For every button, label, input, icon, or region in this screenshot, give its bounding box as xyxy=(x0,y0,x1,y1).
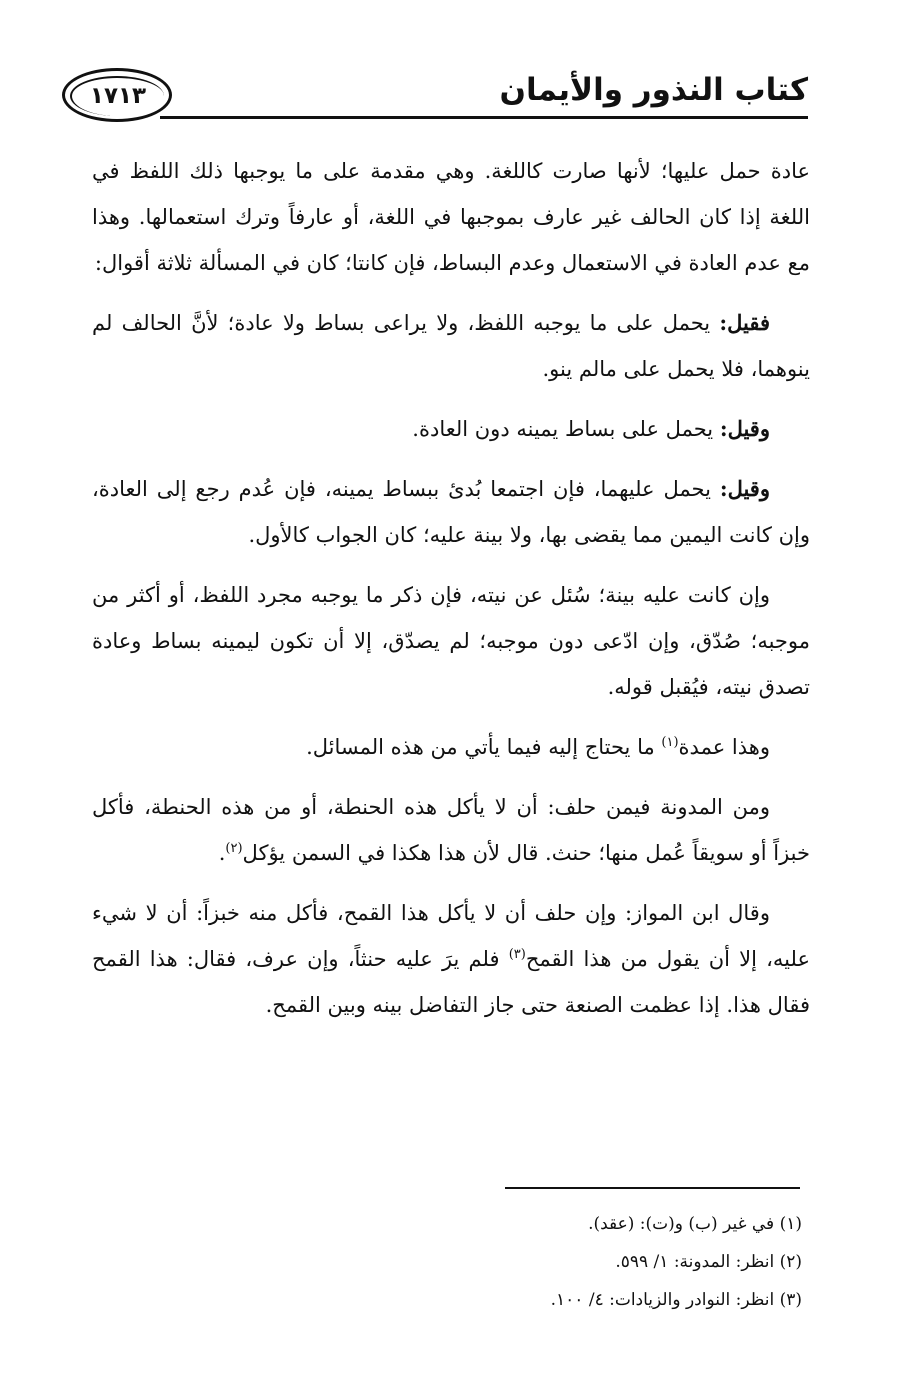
paragraph-text: يحمل عليهما، فإن اجتمعا بُدئ ببساط يمينه، فإن عُدم رجع إلى العادة، وإن كانت اليمين مما يقضى بها، ولا بينة عليه؛ كان الجواب كالأول. xyxy=(92,477,810,547)
paragraph-text: يحمل على بساط يمينه دون العادة. xyxy=(412,417,720,441)
page-number-badge xyxy=(62,68,172,122)
paragraph-text: عادة حمل عليها؛ لأنها صارت كاللغة. وهي مقدمة على ما يوجبها ذلك اللفظ في اللغة إذا كان الحالف غير عارف بموجبها في اللغة، أو عارفاً وترك استعمالها. وهذا مع عدم العادة في الاستعمال وعدم البساط، فإن كانتا؛ كان في المسألة ثلاثة أقوال: xyxy=(92,159,810,275)
paragraph-3 xyxy=(92,406,810,452)
paragraph-7 xyxy=(92,784,810,876)
footnote-2: (٢) انظر: المدونة: ١/ ٥٩٩. xyxy=(615,1252,802,1272)
paragraph-text: وقال ابن المواز: وإن حلف أن لا يأكل هذا القمح، فأكل منه خبزاً: أن لا شيء عليه، إلا أن يقول من هذا القمح xyxy=(92,901,810,971)
paragraph-lead: فقيل: xyxy=(719,310,770,335)
paragraph-text: وإن كانت عليه بينة؛ سُئل عن نيته، فإن ذكر ما يوجبه مجرد اللفظ، أو أكثر من موجبه؛ صُدّق، وإن ادّعى دون موجبه؛ لم يصدّق، إلا أن تكون ليمينه بساط وعادة تصدق نيته، فيُقبل قوله. xyxy=(92,583,810,699)
footnote-1: (١) في غير (ب) و(ت): (عقد). xyxy=(588,1214,802,1234)
footnote-marker: (٣) xyxy=(508,947,526,962)
paragraph-5 xyxy=(92,572,810,710)
paragraph-text: يحمل على ما يوجبه اللفظ، ولا يراعى بساط ولا عادة؛ لأنَّ الحالف لم ينوهما، فلا يحمل على مالم ينو. xyxy=(92,311,810,381)
paragraph-lead: وقيل: xyxy=(719,476,770,501)
page-number: ١٧١٣ xyxy=(89,83,147,109)
book-title: كتاب النذور والأيمان xyxy=(499,72,808,108)
paragraph-4 xyxy=(92,466,810,558)
footnote-marker: (١) xyxy=(661,735,679,750)
paragraph-text: وهذا عمدة xyxy=(678,735,770,759)
paragraph-1 xyxy=(92,148,810,286)
paragraph-text: فلم يرَ عليه حنثاً، وإن عرف، فقال: هذا القمح فقال هذا. إذا عظمت الصنعة حتى جاز التفاضل بينه وبين القمح. xyxy=(92,947,810,1017)
paragraph-2 xyxy=(92,300,810,392)
paragraph-text: ومن المدونة فيمن حلف: أن لا يأكل هذه الحنطة، أو من هذه الحنطة، فأكل خبزاً أو سويقاً عُمل منها؛ حنث. قال لأن هذا هكذا في السمن يؤكل xyxy=(92,795,810,865)
paragraph-8 xyxy=(92,890,810,1028)
paragraph-text: . xyxy=(218,841,226,865)
footnote-separator xyxy=(505,1187,800,1189)
page-header xyxy=(48,58,808,128)
footnote-marker: (٢) xyxy=(225,841,243,856)
footnotes xyxy=(92,1205,802,1319)
body-text xyxy=(92,148,810,1042)
paragraph-6 xyxy=(92,724,810,770)
header-rule xyxy=(160,116,808,119)
paragraph-text: ما يحتاج إليه فيما يأتي من هذه المسائل. xyxy=(306,735,662,759)
paragraph-lead: وقيل: xyxy=(719,416,770,441)
footnote-3: (٣) انظر: النوادر والزيادات: ٤/ ١٠٠. xyxy=(550,1290,802,1310)
